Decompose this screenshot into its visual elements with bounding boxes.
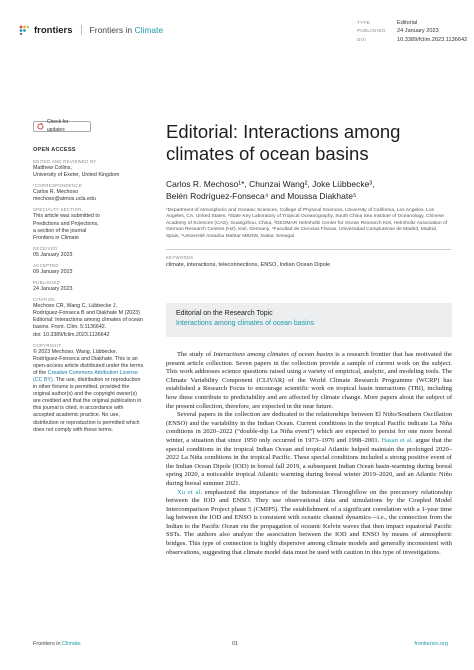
copyright-line: (CC BY). The use, distribution or reproduction <box>33 376 141 383</box>
topic-link[interactable]: Interactions among climates of ocean basins <box>176 320 315 327</box>
copyright-line: this journal is cited, in accordance with <box>33 405 124 412</box>
citation-line: Rodríguez-Fonseca B and Diakhate M (2023) <box>33 310 140 317</box>
body-paragraph: Xu et al. emphasized the importance of the Indonesian Throughflow on the precursory relationship between the IOD and ENSO. They use observational data and simulations by the Coupled Model Intercomparison Project phase 5 (CMIP5). The establishment of a significant correlation with a 1-year time lag between the IOD and ENSO is consistent with oceanic channel dynamics—i.e., the connection from the Indian to the Pacific Ocean via the propagation of oceanic Kelvin waves that then impact equatorial Pacific SSTs. The authors also analyze the association between the IOD and ENSO by means of atmospheric bridges. This type of connection is highly dispersive among climate models and generally inconsistent with observations, suggesting that climate model data must be used with caution in this type of investigations. <box>166 488 452 556</box>
meta-type: TYPE Editorial <box>357 20 418 26</box>
journal-prefix: Frontiers in <box>89 25 133 35</box>
frontiers-logo-icon <box>18 24 30 36</box>
copyright-line: distribution or reproduction is permitted which <box>33 419 140 426</box>
check-updates-button[interactable] <box>33 121 91 132</box>
copyright-line: in other forums is permitted, provided the <box>33 384 130 391</box>
citation-label: CITATION <box>33 297 55 303</box>
specialty-line: This article was submitted to <box>33 213 100 220</box>
specialty-line: Frontiers in Climate <box>33 234 79 241</box>
page-footer <box>0 641 474 653</box>
research-topic-box <box>166 303 452 337</box>
author-list <box>166 179 451 202</box>
meta-doi[interactable]: DOI 10.3389/fclim.2023.1136642 <box>357 36 468 43</box>
copyright-line: © 2023 Mechoso, Wang, Lübbecke, <box>33 348 118 355</box>
journal-name <box>90 25 164 35</box>
copyright-line: Rodríguez-Fonseca and Diakhate. This is an <box>33 355 138 362</box>
accepted-date: 09 January 2023 <box>33 268 73 275</box>
affiliations: ¹Department of Atmospheric and Oceanic Sciences, College of Physical Sciences, University of California, Los Angeles, Los Angeles, CA, United States, ²State Key Laboratory of Tropical Oceanography, South China Sea Institute of Oceanology, Chinese Academy of Sciences (CAS), Guangzhou, China, ³GEOMAR Helmholtz Center for Ocean Research Kiel, Helmholtz Association of German Research Centres (HZ), Kiel, Germany, ⁴Facultad de Ciencias Físicas, Universidad Complutense de Madrid, Madrid, Spain, ⁵Université Amadou Mahtar MBOW, Dakar, Senegal <box>166 208 448 239</box>
received-label: RECEIVED <box>33 245 58 251</box>
article-meta <box>357 19 467 44</box>
authors-line: Carlos R. Mechoso¹*, Chunzai Wang², Joke Lübbecke³, <box>166 179 375 189</box>
copyright-line: are credited and that the original publication in <box>33 398 142 405</box>
copyright-line: of the Creative Commons Attribution License <box>33 369 138 376</box>
authors-line: Belén Rodríguez-Fonseca⁴ and Moussa Diakhate⁵ <box>166 190 357 201</box>
citation-link[interactable]: Hasan et al. <box>381 436 414 444</box>
article-header <box>166 121 451 268</box>
footer-site-link[interactable]: frontiersin.org <box>414 641 448 647</box>
copyright-line: open-access article distributed under the terms <box>33 362 144 369</box>
keywords-label: KEYWORDS <box>166 254 194 260</box>
correspondence-label: *CORRESPONDENCE <box>33 183 82 189</box>
copyright-label: COPYRIGHT <box>33 342 62 348</box>
edited-line: University of Exeter, United Kingdom <box>33 172 120 179</box>
citation-line: basins. Front. Clim. 5:1136642. <box>33 324 107 331</box>
published-date: 24 January 2023 <box>33 286 73 293</box>
citation-line: doi: 10.3389/fclim.2023.1136642 <box>33 331 110 338</box>
page-header <box>0 0 474 56</box>
copyright-line: does not comply with these terms. <box>33 426 114 433</box>
article-title: Editorial: Interactions among climates of ocean basins <box>166 121 401 164</box>
journal-accent: Climate <box>134 25 164 35</box>
correspondence-email[interactable]: mechoso@atmos.ucla.edu <box>33 196 96 203</box>
citation-line: Editorial: Interactions among climates of ocean <box>33 317 143 324</box>
divider <box>166 249 451 250</box>
article-body <box>166 351 452 557</box>
footer-journal: Frontiers in Climate <box>33 641 81 647</box>
article-sidebar <box>33 121 145 434</box>
check-updates-label: Check for updates <box>46 119 69 133</box>
citation-link[interactable]: Xu et al. <box>177 488 202 496</box>
keywords: climate, interactions, teleconnections, ENSO, Indian Ocean Dipole <box>166 261 331 268</box>
brand-name: frontiers <box>34 24 73 36</box>
body-paragraph: Several papers in the collection are dedicated to the relationships between El Niño/Southern Oscillation (ENSO) and the variability in the Indian Ocean. Current conditions in the tropical Pacific indicate La Niña conditions in 2020–2022 (“double-dip La Niña event”) which are expected to persist for one more boreal winter, a situation that since 1950 only occurred in 1973–1976 and 1998–2001. Hasan et al. argue that the special conditions in the tropical Indian Ocean and tropical Atlantic helped maintain the prolonged 2020–2022 La Niña conditions in the tropical Pacific. These special conditions included a strong positive event of the Indian Ocean Dipole (IOD) in boreal fall 2019, a subsequent Indian Ocean basin-warming during boreal spring 2020, a noticeable tropical Atlantic warming during boreal winter 2019–2020, and an Atlantic Niño during boreal summer 2021. <box>166 411 452 487</box>
cc-by-link[interactable]: (CC BY). <box>33 376 55 383</box>
citation-line: Mechoso CR, Wang C, Lübbecke J, <box>33 303 118 310</box>
copyright-line: accepted academic practice. No use, <box>33 412 120 419</box>
body-paragraph: The study of Interactions among climates of ocean basins is a research frontier that has motivated the present article collection. Seven papers in the collection provide a sample of current work on the subject. This work addresses science questions raised using a variety of empirical, analytic, and modeling tools. The Climate Variability Component (CLIVAR) of the World Climate Research Programme (WCRP) has established a Research Focus to encourage scientific work on tropical basin interactions (TBI), including how these contribute to predictability and are affected by climate change. More papers about the subject of the present collection, therefore, are expected in the near future. <box>166 351 453 410</box>
logo-divider <box>81 25 82 35</box>
copyright-line: original author(s) and the copyright owner(s) <box>33 391 137 398</box>
edited-label: EDITED AND REVIEWED BY <box>33 159 97 165</box>
specialty-label: SPECIALTY SECTION <box>33 207 82 213</box>
page-number: 01 <box>232 641 239 647</box>
meta-published: PUBLISHED 24 January 2023 <box>357 28 439 35</box>
received-date: 05 January 2023 <box>33 251 73 258</box>
cc-license-link[interactable]: Creative Commons Attribution License <box>47 369 138 376</box>
accepted-label: ACCEPTED <box>33 262 59 268</box>
topic-label: Editorial on the Research Topic <box>176 310 273 317</box>
specialty-line: Predictions and Projections, <box>33 220 99 227</box>
open-access-label: OPEN ACCESS <box>33 147 76 153</box>
refresh-icon <box>37 123 44 130</box>
correspondence-name: Carlos R. Mechoso <box>33 189 79 196</box>
specialty-line: a section of the journal <box>33 227 87 234</box>
published-label: PUBLISHED <box>33 280 61 286</box>
edited-line: Matthew Collins, <box>33 165 72 172</box>
frontiers-logo[interactable] <box>18 24 163 36</box>
